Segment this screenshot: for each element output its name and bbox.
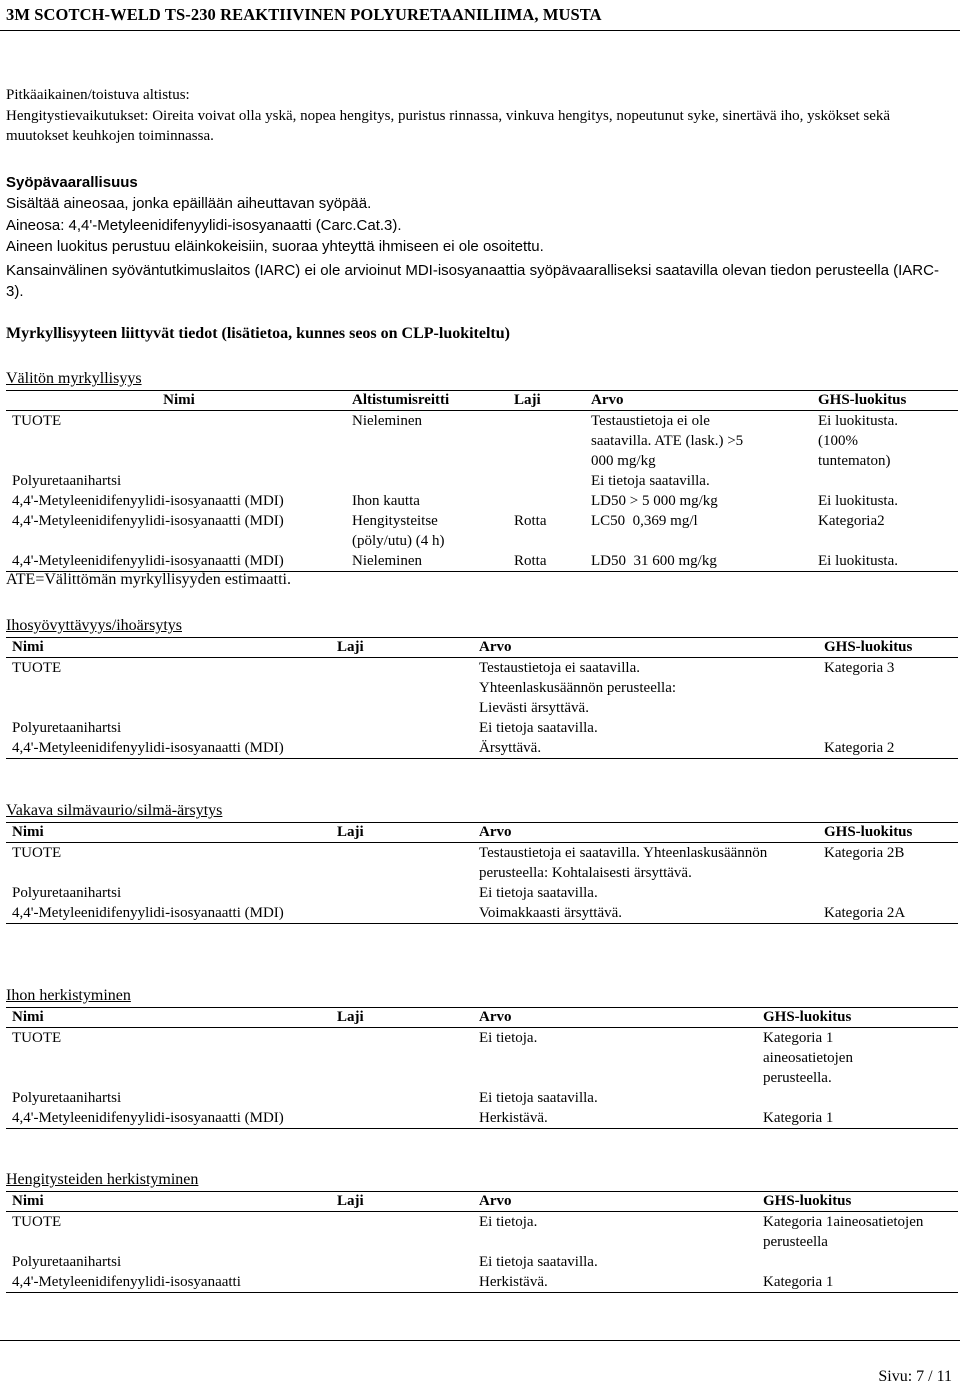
table-cell: Kategoria 3 (824, 660, 895, 676)
table-row (6, 1252, 958, 1272)
table-row (6, 1088, 958, 1108)
table-cell (346, 471, 508, 491)
page-header (0, 0, 960, 31)
table-cell (331, 1252, 473, 1272)
column-header: Laji (331, 1008, 473, 1028)
table-cell (331, 718, 473, 738)
table-row (6, 843, 958, 884)
table-cell (508, 411, 585, 472)
table-cell: Rotta (514, 513, 547, 529)
table-cell: TUOTE (12, 1214, 62, 1230)
table-cell: TUOTE (12, 1030, 62, 1046)
column-header: GHS-luokitus (818, 638, 958, 658)
table-cell: 4,4'-Metyleenidifenyylidi-isosyanaatti (MDI) (12, 905, 284, 921)
table-header-row (6, 391, 958, 411)
table-row (6, 883, 958, 903)
table-cell: Kategoria 2 (824, 740, 895, 756)
table-cell: Herkistävä. (479, 1110, 548, 1126)
table-row (6, 1028, 958, 1089)
page-number: Sivu: 7 / 11 (878, 1368, 952, 1385)
table-cell: LC50 0,369 mg/l (591, 513, 698, 529)
table-cell: Herkistävä. (479, 1274, 548, 1290)
table-cell: 4,4'-Metyleenidifenyylidi-isosyanaatti (MDI) (12, 740, 284, 756)
column-header: Nimi (6, 1008, 331, 1028)
table-cell: TUOTE (12, 413, 62, 429)
column-header: GHS-luokitus (757, 1192, 958, 1212)
column-header: Arvo (473, 1192, 757, 1212)
skin-corrosion-heading: Ihosyövyttävyys/ihoärsytys (6, 617, 182, 634)
table-row (6, 411, 958, 472)
table-cell: Nieleminen (352, 553, 422, 569)
table-cell: Ei tietoja saatavilla. (479, 885, 598, 901)
table-cell: Kategoria 1 (763, 1274, 834, 1290)
table-header-row (6, 638, 958, 658)
skin-sensitization-table (6, 1007, 958, 1129)
resp-sensitization-heading: Hengitysteiden herkistyminen (6, 1171, 199, 1188)
table-cell (757, 1088, 958, 1108)
table-cell: Polyuretaanihartsi (12, 1090, 122, 1106)
table-cell: Ei luokitusta. (818, 553, 898, 569)
table-row (6, 551, 958, 572)
table-cell: Ei tietoja saatavilla. (479, 1254, 598, 1270)
table-cell: Kategoria 1aineosatietojen perusteella (763, 1214, 924, 1250)
carcinogenicity-line: Sisältää aineosaa, jonka epäillään aiheuttavan syöpää. (6, 195, 372, 212)
long-exposure-heading: Pitkäaikainen/toistuva altistus: (6, 87, 190, 103)
table-cell (331, 843, 473, 884)
column-header: Arvo (473, 1008, 757, 1028)
table-cell: Ei tietoja saatavilla. (479, 1090, 598, 1106)
carcinogenicity-heading: Syöpävaarallisuus (6, 174, 138, 191)
acute-toxicity-heading: Välitön myrkyllisyys (6, 370, 142, 387)
table-cell (757, 1252, 958, 1272)
table-cell: Ei tietoja. (479, 1214, 538, 1230)
table-cell: 4,4'-Metyleenidifenyylidi-isosyanaatti (MDI) (12, 553, 284, 569)
table-cell: Ärsyttävä. (479, 740, 542, 756)
eye-damage-table (6, 822, 958, 924)
table-cell: Testaustietoja ei saatavilla. Yhteenlaskusäännön perusteella: Kohtalaisesti ärsyttävä. (479, 845, 768, 881)
ate-note: ATE=Välittömän myrkyllisyyden estimaatti. (6, 571, 291, 588)
table-row (6, 491, 958, 511)
table-cell: Kategoria 2A (824, 905, 906, 921)
column-header: Altistumisreitti (346, 391, 508, 411)
table-cell (331, 1272, 473, 1293)
toxicity-heading: Myrkyllisyyteen liittyvät tiedot (lisätietoa, kunnes seos on CLP-luokiteltu) (6, 325, 510, 342)
table-cell: Hengitysteitse (pöly/utu) (4 h) (352, 513, 445, 549)
table-cell: Kategoria 2B (824, 845, 905, 861)
table-cell: Nieleminen (352, 413, 422, 429)
table-cell: LD50 31 600 mg/kg (591, 553, 717, 569)
table-cell (508, 491, 585, 511)
table-cell (331, 903, 473, 924)
skin-sensitization-heading: Ihon herkistyminen (6, 987, 131, 1004)
column-header: Nimi (6, 823, 331, 843)
column-header: Arvo (473, 823, 818, 843)
acute-toxicity-table (6, 390, 958, 572)
column-header: Laji (508, 391, 585, 411)
column-header: Laji (331, 1192, 473, 1212)
table-cell: Polyuretaanihartsi (12, 473, 122, 489)
table-cell (331, 1028, 473, 1089)
table-cell: Ei tietoja saatavilla. (479, 720, 598, 736)
table-cell: Kategoria 1 (763, 1110, 834, 1126)
table-row (6, 738, 958, 759)
table-cell: 4,4'-Metyleenidifenyylidi-isosyanaatti (MDI) (12, 1110, 284, 1126)
table-cell: Testaustietoja ei saatavilla. Yhteenlaskusäännön perusteella: Lievästi ärsyttävä. (479, 660, 677, 716)
table-row (6, 903, 958, 924)
carcinogenicity-line: Aineen luokitus perustuu eläinkokeisiin, suoraa yhteyttä ihmiseen ei ole osoitettu. (6, 238, 544, 255)
table-header-row (6, 1192, 958, 1212)
document-title: 3M SCOTCH-WELD TS-230 REAKTIIVINEN POLYURETAANILIIMA, MUSTA (6, 5, 602, 24)
long-exposure-text: Hengitystievaikutukset: Oireita voivat olla yskä, nopea hengitys, puristus rinnassa, vinkuva hengitys, nopeutunut syke, sinertävä iho, yskökset sekä muutokset keuhkojen toiminnassa. (6, 108, 891, 144)
table-cell: Testaustietoja ei ole saatavilla. ATE (lask.) >5 000 mg/kg (591, 413, 744, 469)
table-cell: Rotta (514, 553, 547, 569)
skin-corrosion-table (6, 637, 958, 759)
resp-sensitization-table (6, 1191, 958, 1293)
table-cell (331, 658, 473, 719)
table-header-row (6, 1008, 958, 1028)
table-cell (508, 471, 585, 491)
carcinogenicity-line: Kansainvälinen syöväntutkimuslaitos (IARC) ei ole arvioinut MDI-isosyanaattia syöpävaaralliseksi saatavilla olevan tiedon perusteella (IARC- 3). (6, 262, 939, 300)
table-cell: Ihon kautta (352, 493, 420, 509)
table-cell: 4,4'-Metyleenidifenyylidi-isosyanaatti (MDI) (12, 493, 284, 509)
carcinogenicity-line: Aineosa: 4,4'-Metyleenidifenyylidi-isosyanaatti (Carc.Cat.3). (6, 217, 402, 234)
table-cell: Polyuretaanihartsi (12, 720, 122, 736)
table-cell: Polyuretaanihartsi (12, 1254, 122, 1270)
eye-damage-heading: Vakava silmävaurio/silmä-ärsytys (6, 802, 223, 819)
table-cell (331, 1212, 473, 1253)
column-header: GHS-luokitus (812, 391, 958, 411)
column-header: Nimi (6, 391, 346, 411)
table-row (6, 658, 958, 719)
column-header: GHS-luokitus (757, 1008, 958, 1028)
table-cell (818, 883, 958, 903)
column-header: Nimi (6, 638, 331, 658)
column-header: Laji (331, 638, 473, 658)
column-header: Laji (331, 823, 473, 843)
table-cell: 4,4'-Metyleenidifenyylidi-isosyanaatti (12, 1274, 241, 1290)
footer-divider (0, 1340, 960, 1341)
table-header-row (6, 823, 958, 843)
table-cell (331, 738, 473, 759)
table-cell: TUOTE (12, 660, 62, 676)
table-row (6, 718, 958, 738)
table-row (6, 1272, 958, 1293)
table-cell: Ei luokitusta. (818, 493, 898, 509)
table-cell: TUOTE (12, 845, 62, 861)
table-cell: Ei tietoja saatavilla. (591, 473, 710, 489)
table-cell (331, 1088, 473, 1108)
table-cell (331, 883, 473, 903)
column-header: Arvo (473, 638, 818, 658)
column-header: Arvo (585, 391, 812, 411)
column-header: GHS-luokitus (818, 823, 958, 843)
table-cell (818, 718, 958, 738)
table-cell: Voimakkaasti ärsyttävä. (479, 905, 623, 921)
table-cell: Ei luokitusta. (100% tuntematon) (818, 413, 898, 469)
table-cell (331, 1108, 473, 1129)
table-cell: Kategoria2 (818, 513, 885, 529)
table-row (6, 1212, 958, 1253)
table-cell: Ei tietoja. (479, 1030, 538, 1046)
table-row (6, 511, 958, 551)
table-cell: Polyuretaanihartsi (12, 885, 122, 901)
table-row (6, 1108, 958, 1129)
column-header: Nimi (6, 1192, 331, 1212)
table-cell: Kategoria 1 aineosatietojen perusteella. (763, 1030, 853, 1086)
table-cell: LD50 > 5 000 mg/kg (591, 493, 718, 509)
table-cell: 4,4'-Metyleenidifenyylidi-isosyanaatti (MDI) (12, 513, 284, 529)
